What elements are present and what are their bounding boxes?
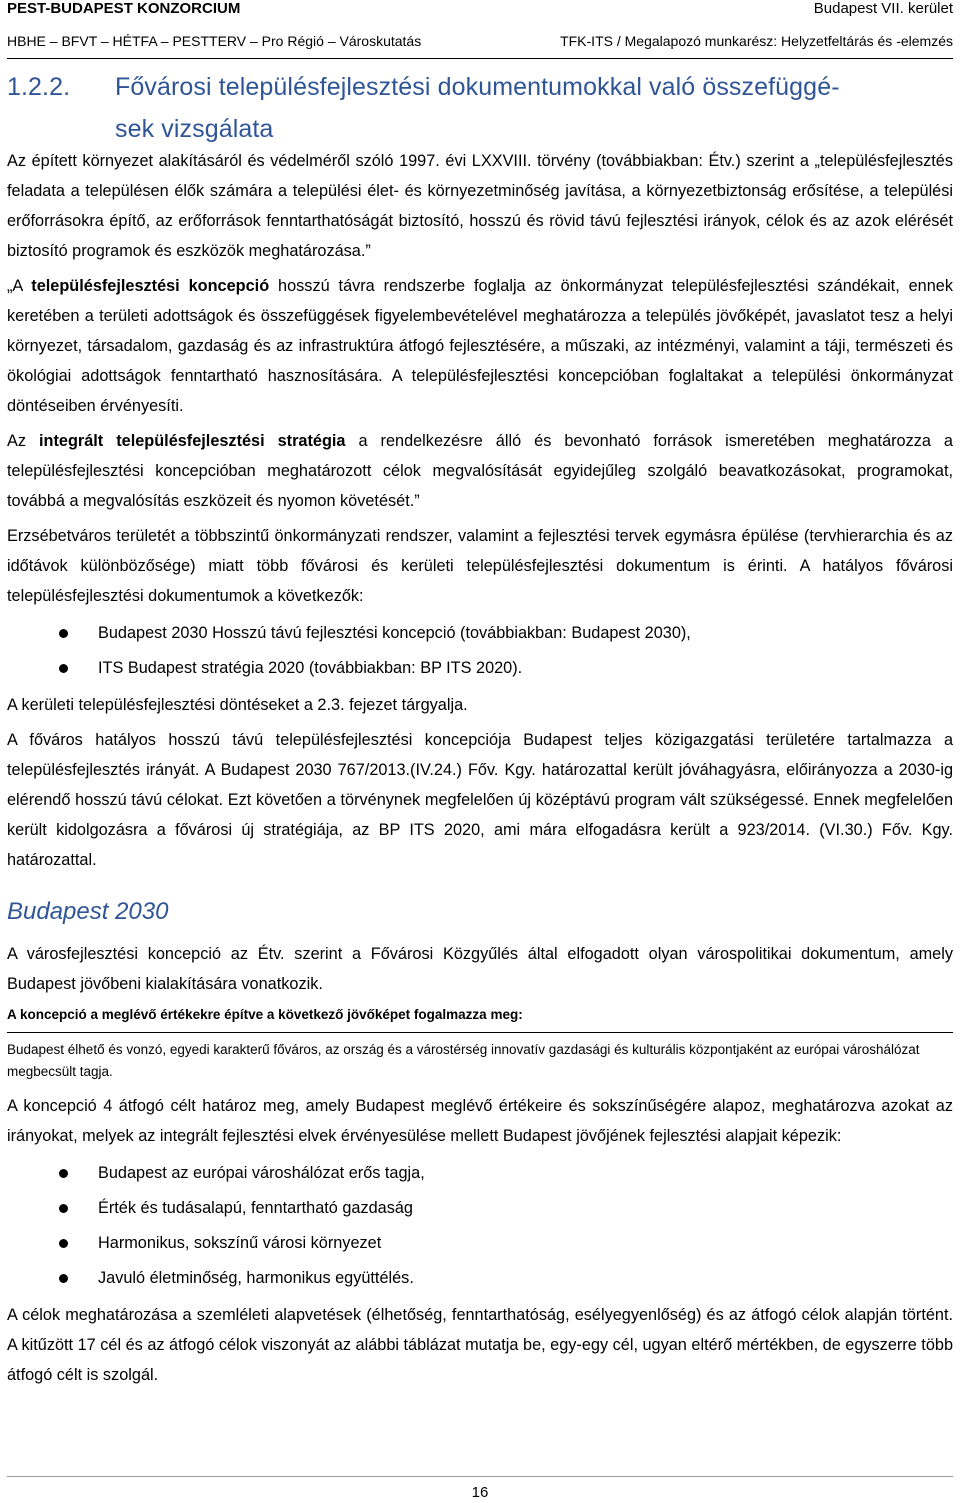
list-item: Budapest az európai városhálózat erős tagja, (7, 1156, 953, 1191)
paragraph-text: Az (7, 432, 39, 450)
list-item: Javuló életminőség, harmonikus együttélés. (7, 1261, 953, 1296)
section-title-line1: Fővárosi településfejlesztési dokumentumokkal való összefüggé- (115, 73, 840, 101)
vision-divider (7, 1032, 953, 1033)
goals-list (7, 1156, 953, 1296)
vision-label: A koncepció a meglévő értékekre építve a következő jövőképet fogalmazza meg: (7, 1007, 523, 1022)
header-doc-title: TFK-ITS / Megalapozó munkarész: Helyzetfeltárás és -elemzés (560, 33, 953, 49)
document-list (7, 616, 953, 686)
paragraph-goals-intro: A koncepció 4 átfogó célt határoz meg, amely Budapest meglévő értékeire és sokszínűségére alapoz, meghatározva azokat az irányokat, melyek az integrált fejlesztési elvek érvényesülése mellett Budapest jövőjének fejlesztési alapjait képezik: (7, 1097, 953, 1145)
paragraph-etv-definition: Az épített környezet alakításáról és védelméről szóló 1997. évi LXXVIII. törvény (továbbiakban: Étv.) szerint a „településfejlesztés feladata a településen élők számára a települési élet- és környezetminőség javítása, a környezetbiztonság erősítése, a települési erőforrásokra építő, az erőforrások fenntarthatóságát biztosító, hosszú és rövid távú fejlesztési irányok, célok és az azok elérését biztosító programok és eszközök meghatározása.” (7, 152, 953, 260)
vision-text: Budapest élhető és vonzó, egyedi karakterű főváros, az ország és a várostérség innovatív gazdasági és kulturális központjaként az európai városhálózat megbecsült tagja. (7, 1042, 920, 1079)
list-item: Budapest 2030 Hosszú távú fejlesztési koncepció (továbbiakban: Budapest 2030), (7, 616, 953, 651)
term-strategy: integrált településfejlesztési stratégia (39, 432, 346, 450)
paragraph-erzsebetvaros: Erzsébetváros területét a többszintű önkormányzati rendszer, valamint a fejlesztési tervek egymásra épülése (tervhierarchia és az időtávok különbözősége) miatt több fővárosi és kerületi településfejlesztési dokumentum is érinti. A hatályos fővárosi településfejlesztési dokumentumok a következők: (7, 527, 953, 605)
header-divider (7, 58, 953, 59)
sub-heading-budapest-2030: Budapest 2030 (7, 898, 169, 925)
paragraph-capital-concept: A főváros hatályos hosszú távú településfejlesztési koncepciója Budapest teljes közigazgatási területére tartalmazza a településfejlesztés irányát. A Budapest 2030 767/2013.(IV.24.) Főv. Kgy. határozattal került jóváhagyásra, előirányozza a 2030-ig elérendő hosszú távú célokat. Ezt követően a törvénynek megfelelően új középtávú program vált szükségessé. Ennek megfelelően került kidolgozásra a fővárosi új stratégiája, az BP ITS 2020, ami mára elfogadásra került a 923/2014. (VI.30.) Főv. Kgy. határozattal. (7, 731, 953, 869)
term-concept: településfejlesztési koncepció (31, 277, 270, 295)
header-partners: HBHE – BFVT – HÉTFA – PESTTERV – Pro Régió – Városkutatás (7, 33, 422, 49)
header-row-top (7, 0, 953, 18)
section-title-line2: sek vizsgálata (115, 115, 274, 143)
paragraph-text: hosszú távra rendszerbe foglalja az önkormányzat településfejlesztési szándékait, ennek keretében a területi adottságok és összefüggések figyelembevételével meghatározza a település jövőképét, javaslatot tesz a helyi környezet, társadalom, gazdaság és az infrastruktúra átfogó fejlesztésére, a műszaki, az intézményi, valamint a táji, természeti és ökológiai adottságok fenntartható hasznosítására. A településfejlesztési koncepcióban foglaltakat a települési önkormányzat döntéseiben érvényesíti. (7, 277, 953, 415)
paragraph-text: „A (7, 277, 32, 295)
paragraph-concept-intro: A városfejlesztési koncepció az Étv. szerint a Fővárosi Közgyűlés által elfogadott olyan várospolitikai dokumentum, amely Budapest jövőbeni kialakítására vonatkozik. (7, 945, 953, 993)
list-item: ITS Budapest stratégia 2020 (továbbiakban: BP ITS 2020). (7, 651, 953, 686)
header-row-bottom (7, 32, 953, 50)
paragraph-district-decisions: A kerületi településfejlesztési döntéseket a 2.3. fejezet tárgyalja. (7, 696, 468, 714)
page-number: 16 (471, 1484, 489, 1501)
body-text (7, 146, 953, 1395)
footer-divider (7, 1476, 953, 1477)
list-item: Érték és tudásalapú, fenntartható gazdaság (7, 1191, 953, 1226)
list-item: Harmonikus, sokszínű városi környezet (7, 1226, 953, 1261)
section-number: 1.2.2. (7, 73, 71, 101)
paragraph-concept-definition (7, 271, 953, 421)
page-header (7, 0, 953, 60)
header-district: Budapest VII. kerület (813, 0, 953, 17)
paragraph-text: a rendelkezésre álló és bevonható források ismeretében meghatározza a településfejlesztési koncepcióban meghatározott célok megvalósítását egyidejűleg szolgáló beavatkozásokat, programokat, továbbá a megvalósítás eszközeit és nyomon követését.” (7, 432, 953, 510)
section-heading (7, 66, 947, 150)
paragraph-strategy-definition (7, 426, 953, 516)
paragraph-goals-basis: A célok meghatározása a szemléleti alapvetések (élhetőség, fenntarthatóság, esélyegyenlőség) és az átfogó célok alapján történt. A kitűzött 17 cél és az átfogó célok viszonyát az alábbi táblázat mutatja be, egy-egy cél, ugyan eltérő mértékben, de egyszerre több átfogó célt is szolgál. (7, 1306, 953, 1384)
header-org: PEST-BUDAPEST KONZORCIUM (7, 0, 241, 17)
